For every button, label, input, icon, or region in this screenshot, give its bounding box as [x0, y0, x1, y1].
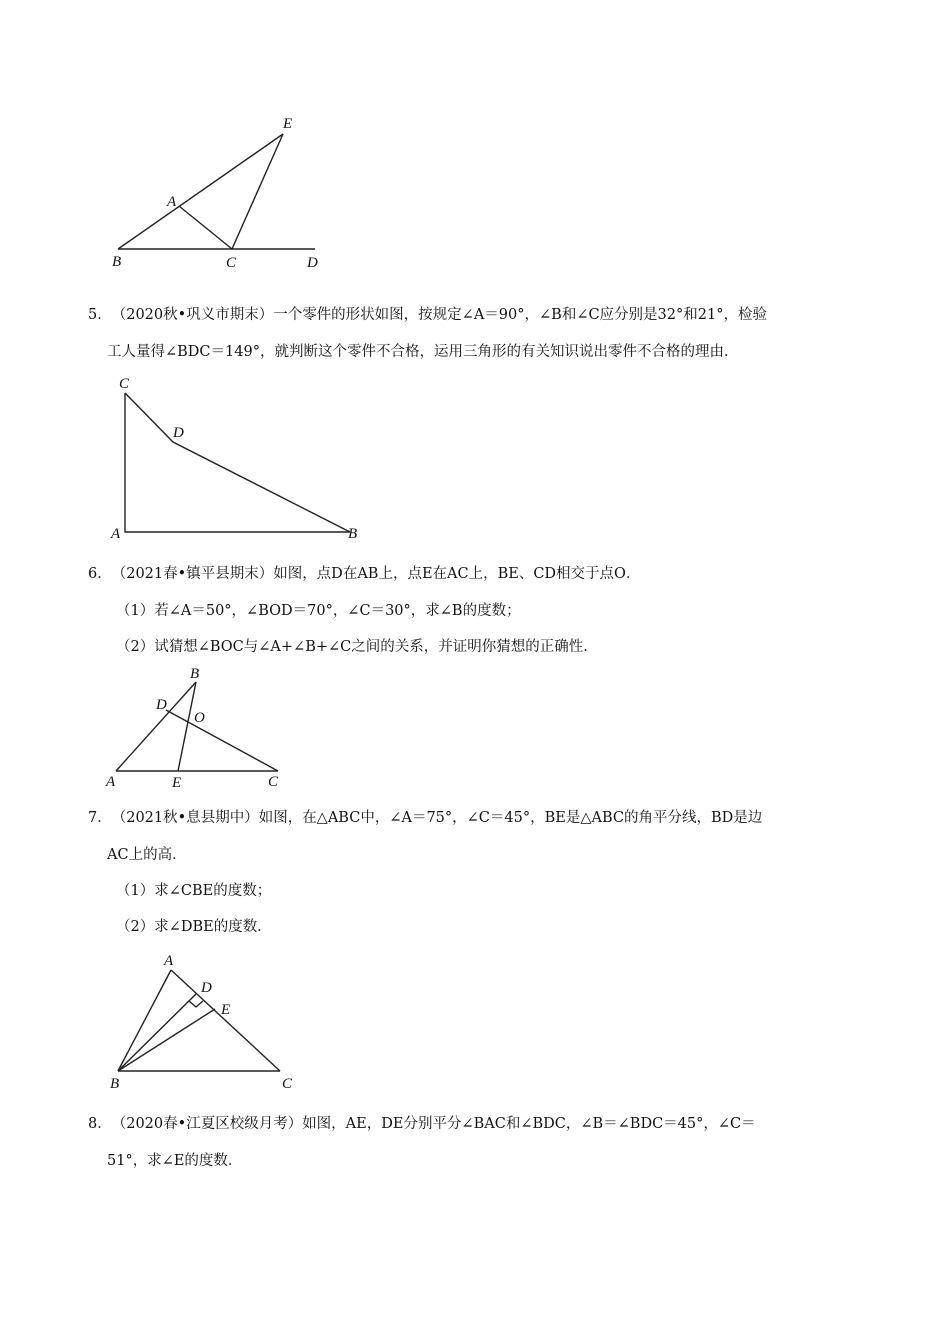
figure-4-triangle	[100, 110, 340, 275]
problem-6-text-1: （2021春•镇平县期末）如图，点D在AB上，点E在AC上，BE、CD相交于点O．	[111, 566, 641, 582]
line-AC	[179, 206, 232, 249]
label-C: C	[282, 1076, 293, 1092]
label-D: D	[173, 425, 184, 441]
problem-8-line-2	[107, 1150, 242, 1172]
line-AC	[171, 970, 280, 1071]
problem-7-part-1	[116, 880, 271, 902]
problem-6-part-2	[116, 636, 598, 658]
figure-6-svg	[100, 662, 290, 792]
problem-7-line-1	[88, 807, 762, 829]
lines-CA-AB	[125, 393, 350, 532]
problem-6-part-1-text: （1）若∠A＝50°，∠BOD＝70°，∠C＝30°，求∠B的度数；	[116, 603, 521, 619]
figure-7-triangle	[100, 948, 310, 1093]
label-E: E	[221, 1002, 231, 1018]
problem-7-line-2	[107, 844, 187, 866]
problem-7-part-2	[116, 916, 272, 938]
problem-7-part-2-text: （2）求∠DBE的度数．	[116, 919, 272, 935]
figure-5-part-shape	[105, 370, 375, 545]
problem-7-part-1-text: （1）求∠CBE的度数；	[116, 883, 272, 899]
label-A: A	[167, 194, 177, 210]
figure-7-svg	[100, 948, 310, 1093]
label-C: C	[268, 774, 279, 790]
label-B: B	[190, 666, 200, 682]
label-D: D	[201, 980, 212, 996]
line-BE	[118, 1009, 215, 1071]
label-A: A	[111, 526, 121, 542]
label-C: C	[119, 376, 130, 392]
figure-5-svg	[105, 370, 375, 545]
label-B: B	[112, 254, 122, 270]
label-B: B	[348, 526, 358, 542]
problem-6-part-2-text: （2）试猜想∠BOC与∠A+∠B+∠C之间的关系，并证明你猜想的正确性．	[116, 639, 598, 655]
label-D: D	[156, 697, 167, 713]
line-DC	[166, 710, 278, 771]
line-BA	[118, 970, 171, 1071]
label-C: C	[226, 255, 237, 271]
line-BE	[178, 682, 196, 771]
problem-7-text-1: （2021秋•息县期中）如图，在△ABC中，∠A＝75°，∠C＝45°，BE是△ABC的角平分线，BD是边	[111, 810, 763, 826]
problem-6-line-1	[88, 563, 640, 585]
problem-7-number: 7．	[88, 810, 112, 826]
lines-CD-DB	[125, 393, 350, 532]
label-A: A	[106, 774, 116, 790]
problem-8-number: 8．	[88, 1116, 112, 1132]
line-AB	[116, 682, 196, 771]
figure-6-triangle	[100, 662, 290, 792]
problem-8-text-1: （2020春•江夏区校级月考）如图，AE，DE分别平分∠BAC和∠BDC，∠B＝∠BDC＝45°，∠C＝	[111, 1116, 756, 1132]
problem-6-number: 6．	[88, 566, 112, 582]
problem-5-text-1: （2020秋•巩义市期末）一个零件的形状如图，按规定∠A＝90°，∠B和∠C应分别是32°和21°，检验	[111, 307, 767, 323]
problem-5-number: 5．	[88, 307, 112, 323]
label-E: E	[172, 775, 182, 791]
label-D: D	[307, 255, 318, 271]
problem-6-part-1	[116, 600, 521, 622]
right-angle-mark	[189, 1001, 203, 1007]
label-O: O	[194, 710, 205, 726]
problem-8-text-2: 51°，求∠E的度数．	[107, 1153, 243, 1169]
problem-7-text-2: AC上的高．	[107, 847, 187, 863]
label-A: A	[164, 953, 174, 969]
line-BD	[118, 994, 196, 1071]
label-E: E	[283, 116, 293, 132]
problem-5-line-1	[88, 304, 767, 326]
label-B: B	[110, 1076, 120, 1092]
problem-5-text-2: 工人量得∠BDC＝149°，就判断这个零件不合格，运用三角形的有关知识说出零件不合格的理由．	[107, 344, 739, 360]
problem-8-line-1	[88, 1113, 756, 1135]
figure-4-svg	[100, 110, 340, 275]
problem-5-line-2	[107, 341, 738, 363]
